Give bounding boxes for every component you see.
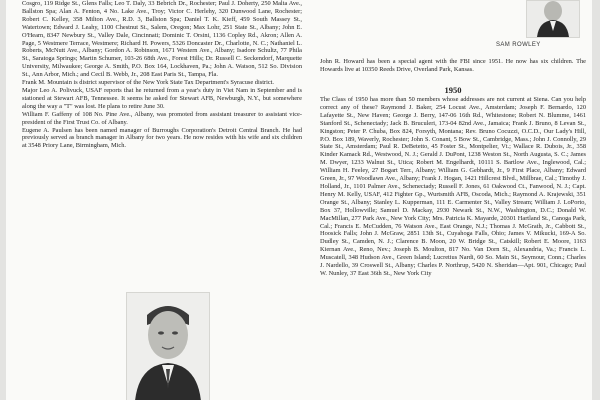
- section-year-heading: 1950: [444, 85, 462, 95]
- photo-caption: SAM ROWLEY: [496, 42, 541, 48]
- right-column-top: [320, 58, 586, 74]
- left-column: [22, 0, 302, 150]
- paragraph-polivuck: Major Leo A. Polivuck, USAF reports that he returned from a year's duty in Viet Nam in September and is stationed at Stewart AFB, Tennessee. It seems he asked for Stewart AFB, Newburgh, N.Y., but somewhere along the way a "T" was lost. He plans to retire June 30.: [22, 86, 302, 110]
- paragraph-mountain: Frank M. Mountain is district supervisor of the New York State Tax Department's Syracuse district.: [22, 79, 275, 87]
- paragraph-class-1950: The Class of 1950 has more than 50 members whose addresses are not current at Siena. Can you help correct any of these? Raymond J. Baker, 254 Locust Ave., Amsterdam; Joseph F. Bernardo, 120 Lafayette St., New Haven; George J. Berry, 147-06 16th Rd., Whitestone; Robert N. Blumme, 1461 Stanford St., Schenectady; Jack B. Bruculeri, 173-04 82nd Ave., Jamaica; Frank J. Bruno, 8 Levan St., Kingston; Peter P. Chuba, Box 824, Forsyth, Montana; Rev. Bruno Cocuzzi, O.C.D., Our Lady's Hill, P.O. Box 189, Waverly, Rochester; John S. Conant, 5 Bow St., Cambridge, Mass.; John J. Connolly, 29 State St., Amsterdam; Paul R. DeBetetto, 45 Foster St., Montpelier, Vt.; Wallace R. Dubois, Jr., 358 Kinder Kamack Rd., Westwood, N. J.; Gerald J. DuPont, 1238 Weston St., North Augusta, S. C.; James M. Dwyer, 1233 Walnut St., Utica; Robert M. Engelhardt, 10111 S. Bartlow Ave., Inglewood, Cal.; William H. Feeley, 27 Bogart Terr., Albany; William G. Gebhardt, Jr., 9 First Place, Albany; Edward Green, Jr., 97 Woodlawn Ave., Albany; Frank J. Hogan, 1421 Hillcrest Blvd., Millbrae, Cal.; Timothy J. Holland, Jr., 1101 Palmer Ave., Schenectady; Russell F. Jones, 61 Oakwood Ct., Fanwood, N. J.; Capt. Henry M. Kelly, USAF, 412 Fighter Gp., Wurtsmith AFB, Oscoda, Mich.; Raymond A. Krajewski, 351 Orange St., Albany; Stanley L. Kupperman, 111 E. Carmenter St., Valley Stream; William J. LoPorto, Box 37, Hollowville; Samuel D. Mackay, 2930 Newark St., N.W., Washington, D.C.; Donald W. MacMillan, 277 Park Ave., New York City; Mrs. Patricia K. Mayarde, 20301 Hartland St., Canoga Park, Cal.; Francis E. McCudden, 76 Watson Ave., East Orange, N.J.; Thomas J. McGrath, Jr., Cabbott St., Hoosick Falls; John J. McGraw, 2851 13th St., Cuyahoga Falls, Ohio; James V. Mikucki, 169-A So. Dudley St., Camden, N. J.; Clarence B. Moon, 20 W. Bridge St., Catskill; Robert E. Moore, 1163 Kiernan Ave., Reno, Nev.; Joseph B. Moulton, 817 No. Van Dorn St., Alexandria, Va.; Francis L. Muscatell, 348 Hudson Ave., Green Island; Lucretius Nardi, 60 So. Main St., Seymour, Conn.; Charles J. Nardello, 39 Croswell St., Albany; Charles P. Northrup, 5420 N. Sheridan—Apt. 901, Chicago; Paul W. Nunley, 37 East 36th St., New York City: [320, 96, 586, 277]
- paragraph-paulsen: Eugene A. Paulsen has been named manager of Burroughs Corporation's Detroit Central Branch. He had previously served as branch manager in Albany for two years. He now resides with his wife and six children at 3548 Priory Lane, Birmingham, Mich.: [22, 126, 302, 150]
- paragraph-addresses: Cosgro, 119 Ridge St., Glens Falls; Leo T. Daly, 33 Bebrich Dr., Rochester; Paul J. Doherty, 250 Malta Ave., Ballston Spa; Alan A. Fenton, 4 No. Lake Ave., Troy; Victor C. Herlehy, 320 Dunwood Lane, Rochester; Robert C. Kelley, 358 Milton Ave., R.D. 3, Ballston Spa; Daniel T. K. Kieff, 459 South Massey St., Watertown; Edward J. Leahy, 1100 Chestnut St., Salem, Oregon; Max Lohr, 251 State St., Albany; John E. O'Hearn, 8347 Newbury St., Valley Dale, Cincinnati; Dominic T. Orsini, 1136 Copley Rd., Akron; Allen A. Page, 5 Westmere Terrace, Westmere; Richard H. Powers, 5326 Doncaster Dr., Charlotte, N. C.; Nathaniel L. Roberts, McNutt Ave., Albany; Gordon A. Robinson, 1671 Western Ave., Albany; Isadore Schultz, 77 Phila St., Saratoga Springs; Martin Schumer, 103-26 68th Ave., Forest Hills; Dr. Russell C. Seckendorf, Marquette University, Milwaukee; George A. Smith, P.O. Box 164, Lockhaven, Pa.; John A. Watson, 512 So. Division St., Ann Arbor, Mich.; and Cecil B. Webb, Jr., 208 East Paris St., Tampa, Fla.: [22, 0, 302, 79]
- portrait-photo-left: [126, 292, 210, 400]
- paragraph-howard: John R. Howard has been a special agent with the FBI since 1951. He now has six children. The Howards live at 10350 Reeds Drive, Overland Park, Kansas.: [320, 58, 586, 73]
- paragraph-gaffeny: William F. Gaffeny of 108 No. Pine Ave., Albany, was promoted from assistant treasurer to assistant vice-president of the First Trust Co. of Albany.: [22, 110, 302, 126]
- right-column-body: [320, 96, 586, 278]
- portrait-left-image: [127, 293, 209, 400]
- portrait-photo-right: [526, 0, 580, 38]
- yearbook-page: [6, 0, 592, 400]
- portrait-right-image: [527, 1, 579, 37]
